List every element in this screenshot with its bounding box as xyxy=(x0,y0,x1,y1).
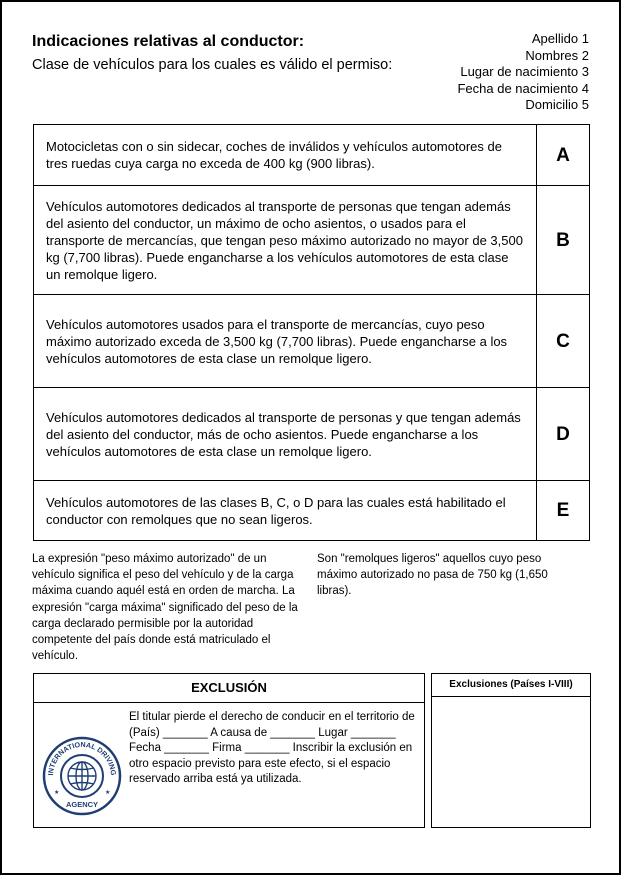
table-row xyxy=(34,295,590,388)
class-description: Vehículos automotores usados para el transporte de mercancías, cuyo peso máximo autorizado exceda de 3,500 kg (7,700 libras). Puede engancharse a los vehículos automotores de esta clase un remolque ligero. xyxy=(34,295,537,388)
svg-text:★: ★ xyxy=(105,790,111,796)
exclusion-heading: EXCLUSIÓN xyxy=(34,674,424,703)
class-letter: C xyxy=(537,295,590,388)
exclusions-countries-heading: Exclusiones (Países I-VIII) xyxy=(432,674,590,697)
svg-text:★: ★ xyxy=(54,790,60,796)
light-trailer-note: Son "remolques ligeros" aquellos cuyo peso máximo autorizado no pasa de 750 kg (1,650 libras). xyxy=(317,553,548,598)
page-title: Indicaciones relativas al conductor: xyxy=(32,33,305,50)
table-row xyxy=(34,125,590,186)
exclusion-text: El titular pierde el derecho de conducir en el territorio de (País) _______ A causa de _______ Lugar _______ Fecha _______ Firma _______ Inscribir la exclusión en otro espacio previsto para este efecto, si el espacio reservado arriba está ya utilizada. xyxy=(129,711,415,785)
class-letter: D xyxy=(537,388,590,481)
driver-field-birthplace: Lugar de nacimiento 3 xyxy=(460,64,589,79)
class-letter: E xyxy=(537,481,590,541)
class-description: Vehículos automotores dedicados al transporte de personas que tengan además del asiento del conductor, un máximo de ocho asientos, o usados para el transporte de mercancías, que tengan peso máximo autorizado no mayor de 3,500 kg (7,700 libras). Puede engancharse a los vehículos automotores de esta clase un remolque ligero. xyxy=(34,186,537,295)
driver-field-names: Nombres 2 xyxy=(525,47,589,63)
max-weight-note: La expresión "peso máximo autorizado" de un vehículo significa el peso del vehículo y de la carga máxima cuando aquél está en orden de marcha. La expresión "carga máxima" significado del peso de la carga declarado permisible por la autoridad competente del país donde está matriculado el vehículo. xyxy=(32,553,298,663)
svg-text:INTERNATIONAL DRIVING: INTERNATIONAL DRIVING xyxy=(45,739,119,776)
svg-text:AGENCY: AGENCY xyxy=(65,800,99,809)
vehicle-classes-table xyxy=(33,124,590,541)
class-description: Vehículos automotores dedicados al transporte de personas y que tengan además del asiento del conductor, más de ocho asientos. Puede engancharse a los vehículos automotores de esta clase un remolque ligero. xyxy=(34,388,537,481)
agency-seal-logo xyxy=(42,736,122,816)
driver-field-surname: Apellido 1 xyxy=(531,31,589,46)
driver-field-address: Domicilio 5 xyxy=(525,97,589,112)
exclusions-countries-box xyxy=(431,673,591,828)
driver-fields-list xyxy=(457,31,589,114)
page-subtitle: Clase de vehículos para los cuales es válido el permiso: xyxy=(32,57,393,73)
class-letter: A xyxy=(537,125,590,186)
table-row xyxy=(34,481,590,541)
driver-field-birthdate: Fecha de nacimiento 4 xyxy=(457,80,589,96)
class-description: Vehículos automotores de las clases B, C, o D para las cuales está habilitado el conductor con remolques que no sean ligeros. xyxy=(34,481,537,541)
table-row xyxy=(34,388,590,481)
class-letter: B xyxy=(537,186,590,295)
class-description: Motocicletas con o sin sidecar, coches de inválidos y vehículos automotores de tres ruedas cuya carga no exceda de 400 kg (900 libras). xyxy=(34,125,537,186)
exclusion-box xyxy=(33,673,425,828)
table-row xyxy=(34,186,590,295)
